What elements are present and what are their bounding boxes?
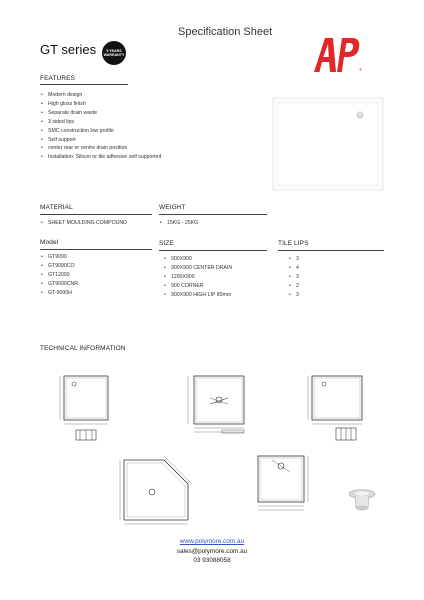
model-list (40, 253, 150, 298)
tile-lip-item: • 4 (288, 264, 328, 273)
feature-item: • 3 sided lips (40, 118, 270, 127)
phone-text: 03 93088058 (193, 557, 231, 564)
feature-item: • Installation: Silicon or tile adhesive self supported (40, 153, 270, 162)
size-list (163, 255, 275, 300)
tile-lip-item: • 3 (288, 273, 328, 282)
features-heading: FEATURES (40, 75, 75, 82)
badge-line-1: 5 YEARS (106, 48, 122, 53)
model-heading: Model (40, 239, 59, 246)
technical-drawing-gt9090co (180, 372, 260, 438)
website-text[interactable]: www.polymore.com.au (179, 538, 245, 545)
material-list (40, 219, 155, 228)
technical-drawing-gt9090h (248, 452, 316, 520)
tile-lips-rule (278, 250, 384, 251)
material-heading: MATERIAL (40, 204, 73, 211)
model-item: • GT9090 (40, 253, 150, 262)
size-item: • 900X900 CENTER DRAIN (163, 264, 275, 273)
weight-heading: WEIGHT (159, 204, 186, 211)
model-item: • GT-9090H (40, 289, 150, 298)
tile-lip-item: • 3 (288, 291, 328, 300)
registered-mark: ® (359, 67, 362, 72)
weight-rule (159, 214, 267, 215)
badge-line-2: WARRANTY (103, 53, 125, 57)
size-item: • 900 CORNER (163, 282, 275, 291)
feature-item: • Separate drain waste (40, 109, 270, 118)
technical-heading: TECHNICAL INFORMATION (40, 345, 126, 352)
weight-item: • 15KG - 25KG (159, 219, 264, 228)
page-title: Specification Sheet (178, 26, 273, 38)
feature-item: • Self support (40, 136, 270, 145)
technical-drawing-gt12090 (302, 372, 368, 444)
website-link[interactable] (0, 538, 424, 545)
tile-lips-heading: TILE LIPS (278, 240, 309, 247)
material-rule (40, 214, 152, 215)
feature-item: • High gloss finish (40, 100, 270, 109)
size-item: • 900X900 HIGH LIP 80mm (163, 291, 275, 300)
feature-item: • center rear or centre drain position (40, 144, 270, 153)
shower-base-image (272, 97, 384, 191)
size-rule (159, 250, 267, 251)
series-title: GT series (40, 42, 97, 57)
model-item: • GT12090 (40, 271, 150, 280)
features-list (40, 91, 270, 162)
feature-item: • Modern design (40, 91, 270, 100)
weight-list (159, 219, 264, 228)
size-item: • 1200X900 (163, 273, 275, 282)
size-heading: SIZE (159, 240, 174, 247)
material-item: • SHEET MOULDING COMPOUND (40, 219, 155, 228)
drain-waste-image (346, 486, 378, 516)
size-item: • 900X900 (163, 255, 275, 264)
warranty-badge (102, 41, 126, 65)
tile-lips-list (288, 255, 328, 300)
technical-drawing-gt9090cnr (116, 452, 196, 526)
email-text: sales@polymore.com.au (176, 548, 248, 555)
brand-logo (312, 34, 362, 74)
model-rule (40, 249, 152, 250)
feature-item: • SMC construction low profile (40, 127, 270, 136)
model-item: • GT9090CNR (40, 280, 150, 289)
model-item: • GT9090CO (40, 262, 150, 271)
tile-lip-item: • 2 (288, 282, 328, 291)
ap-logo-icon (312, 34, 362, 74)
features-rule (40, 84, 128, 85)
tile-lip-item: • 3 (288, 255, 328, 264)
technical-drawing-gt9090 (52, 372, 116, 446)
